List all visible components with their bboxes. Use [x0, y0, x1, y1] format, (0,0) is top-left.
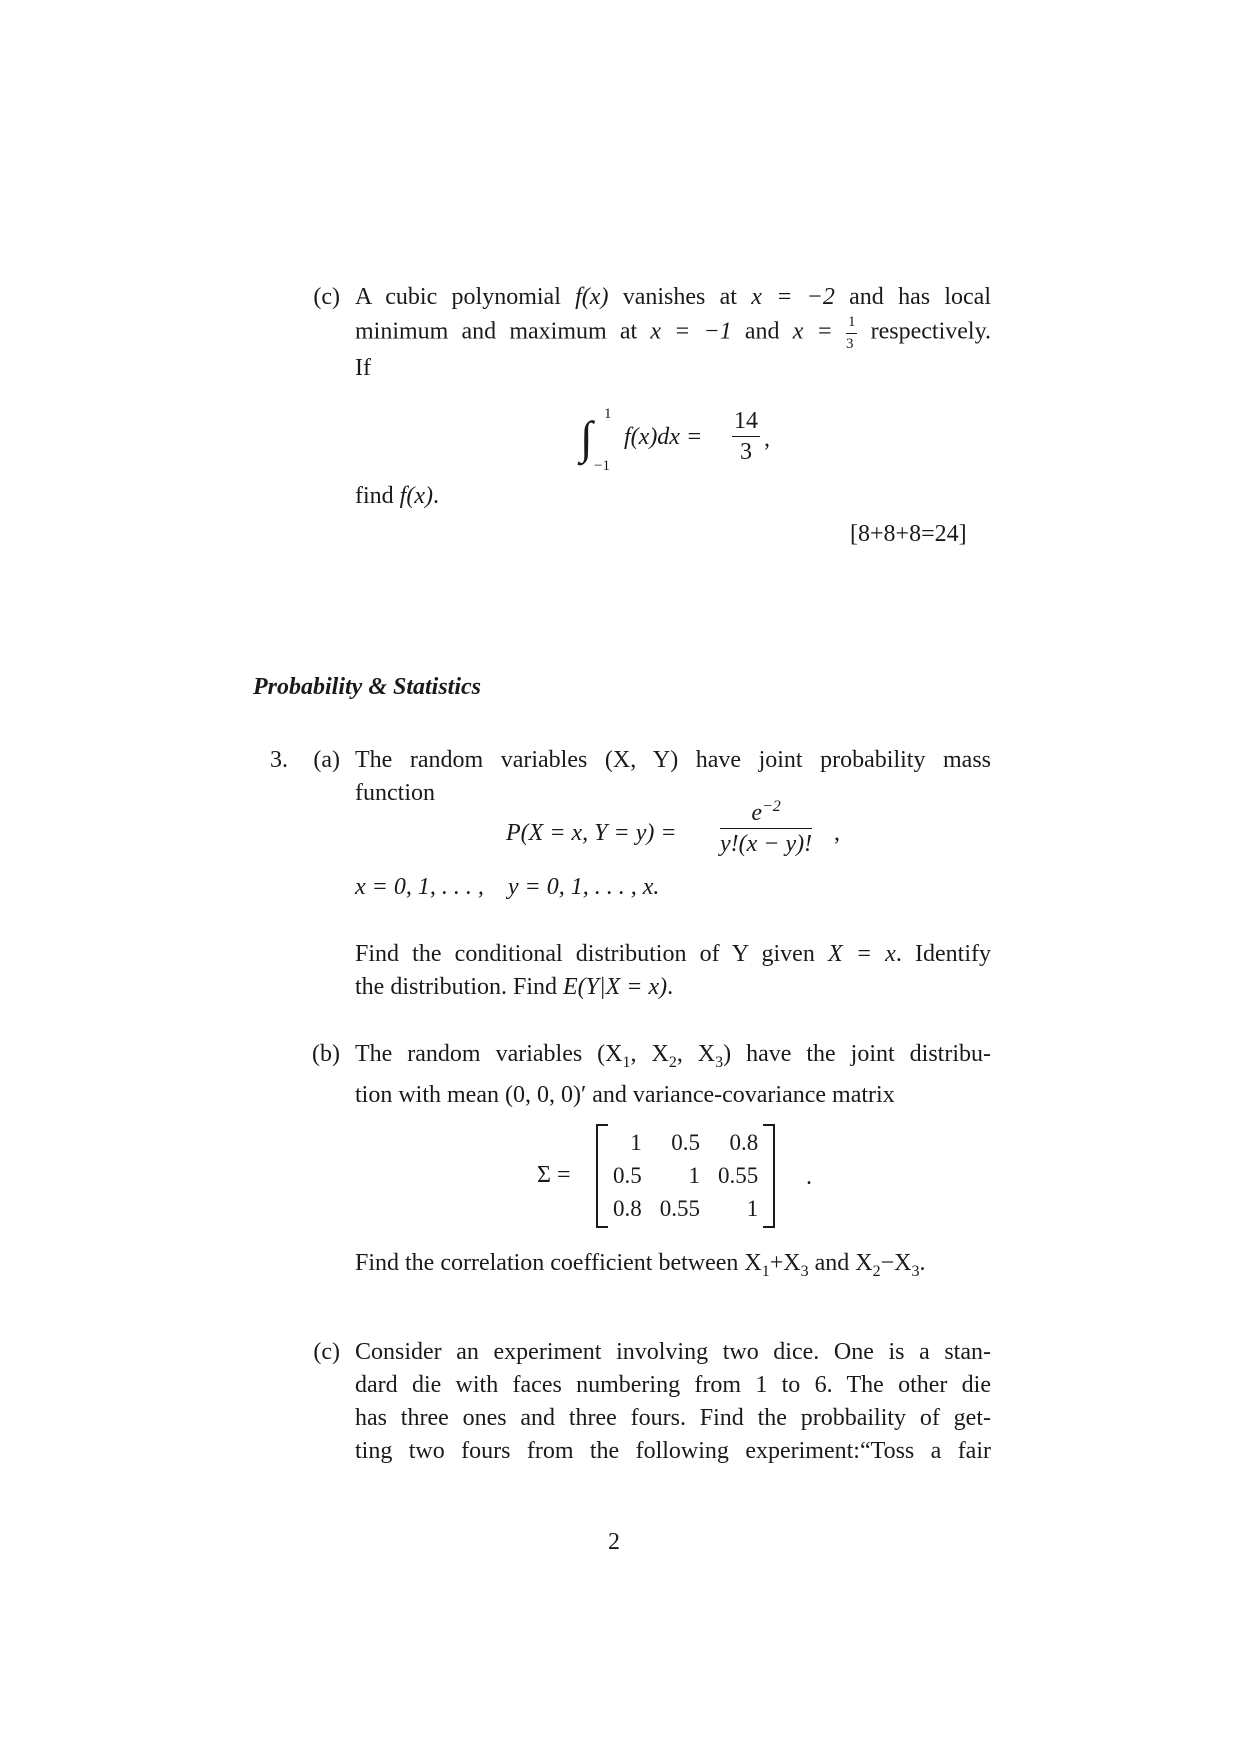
matrix-cell: 0.55 — [659, 1196, 700, 1221]
pmf-fraction: $\frac{e^{-2}}{y!(x - y)!}$ — [720, 798, 813, 858]
integrand: f(x)dx = — [624, 424, 703, 450]
integral-sign-icon: ∫ — [580, 412, 593, 463]
q3a-task-line-1: Find the conditional distribution of Y given X = x. Identify — [355, 941, 991, 967]
pmf-lhs: P(X = x, Y = y) = — [506, 820, 677, 846]
q2c-line-2: minimum and maximum at x = −1 and x = $\frac{1}{3}$ respectively. — [355, 314, 992, 352]
page-number: 2 — [608, 1529, 620, 1555]
matrix-cell: 1 — [630, 1130, 642, 1155]
matrix-cell: 0.8 — [613, 1196, 642, 1221]
covariance-matrix — [596, 1124, 775, 1227]
q3a-intro — [355, 744, 991, 810]
q2c-line-1: A cubic polynomial f(x) vanishes at x = −2 and has local — [355, 284, 991, 310]
q3c-line-1: Consider an experiment involving two dice. One is a stan- — [355, 1339, 991, 1365]
q2c-find: find f(x). — [355, 483, 439, 509]
q3a-task-line-2: the distribution. Find E(Y|X = x). — [355, 974, 674, 1000]
one-third-fraction: $\frac{1}{3}$ — [845, 314, 856, 352]
q3b-task: Find the correlation coefficient between $X_1+X_3$ and $X_2-X_3$. — [355, 1250, 926, 1280]
matrix-cell: 0.8 — [729, 1130, 759, 1155]
q3c-line-2: dard die with faces numbering from 1 to 6. The other die — [355, 1372, 991, 1398]
matrix-left-bracket — [596, 1124, 608, 1228]
q3b-line-2: tion with mean (0, 0, 0)′ and variance-covariance matrix — [355, 1081, 895, 1108]
q3b-label: (b) — [312, 1041, 340, 1067]
q3c-line-3: has three ones and three fours. Find the probbaility of get- — [355, 1405, 991, 1431]
matrix-cell: 0.5 — [671, 1130, 700, 1155]
matrix-cell: 0.5 — [613, 1163, 642, 1188]
matrix-cell: 1 — [688, 1163, 700, 1188]
q3c-text — [355, 1336, 991, 1468]
q2-marks: [8+8+8=24] — [850, 521, 967, 547]
q2c-line-3: If — [355, 355, 371, 381]
q3b-intro — [355, 1038, 991, 1112]
matrix-right-bracket — [763, 1124, 775, 1228]
pmf-comma: , — [834, 820, 840, 846]
q2c-label: (c) — [313, 284, 340, 310]
integral-lower-limit: −1 — [594, 458, 610, 474]
matrix-table — [604, 1126, 767, 1225]
q3a-line-1: The random variables (X, Y) have joint probability mass — [355, 747, 991, 773]
rhs-comma: , — [764, 426, 770, 452]
q3a-task — [355, 938, 991, 1004]
matrix-period: . — [806, 1164, 812, 1190]
pmf-support: x = 0, 1, . . . , y = 0, 1, . . . , x. — [355, 874, 660, 900]
q3c-label: (c) — [313, 1339, 340, 1365]
rhs-fraction: $\frac{14}{3}$ — [734, 408, 758, 466]
q3a-label: (a) — [313, 747, 340, 773]
q3c-line-4: ting two fours from the following experiment:“Toss a fair — [355, 1438, 991, 1464]
sigma-label: Σ = — [537, 1162, 571, 1188]
section-heading: Probability & Statistics — [253, 674, 482, 700]
matrix-cell: 0.55 — [718, 1163, 759, 1188]
integral-upper-limit: 1 — [604, 406, 612, 422]
q2c-text — [355, 281, 991, 385]
matrix-cell: 1 — [746, 1196, 759, 1221]
q3a-line-2: function — [355, 780, 435, 806]
q3-number: 3. — [270, 747, 288, 773]
q3b-line-1: The random variables ($X_1$, $X_2$, $X_3$) have the joint distribu- — [355, 1041, 991, 1071]
